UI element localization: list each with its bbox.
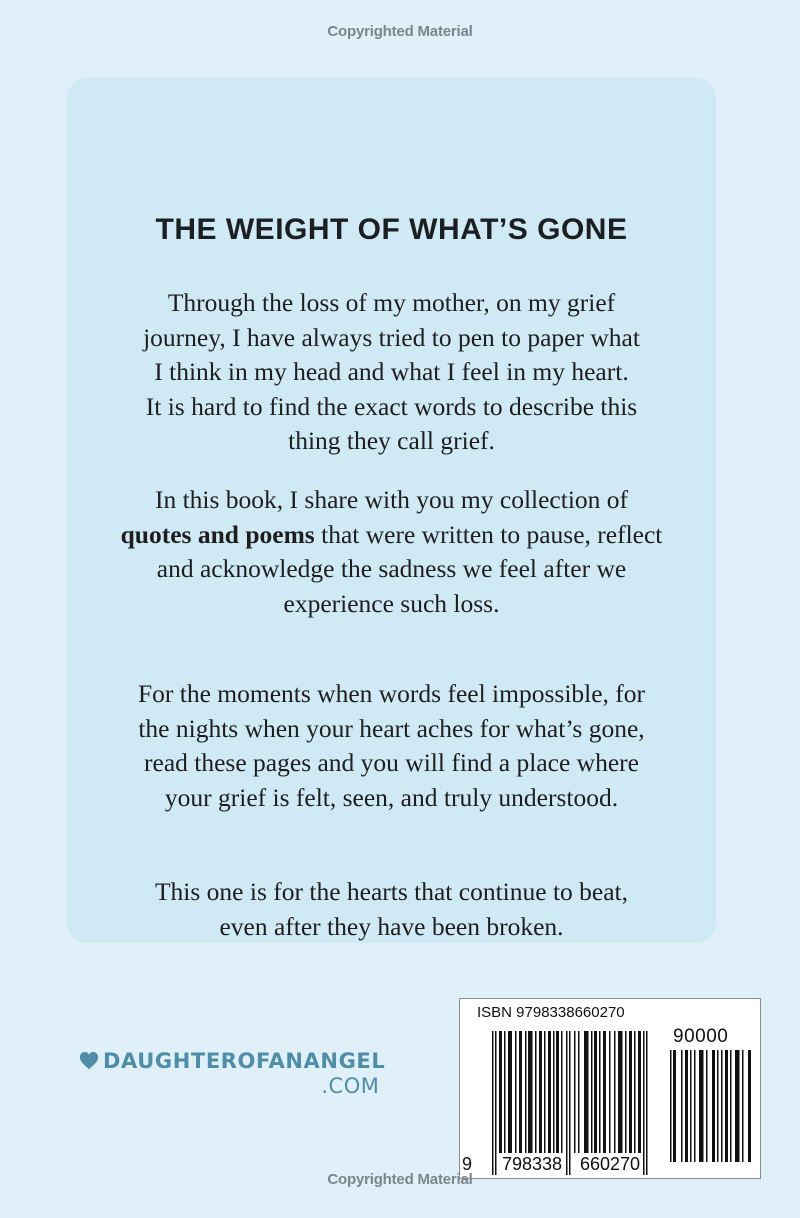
synopsis-paragraph-3 <box>67 677 716 815</box>
book-title: THE WEIGHT OF WHAT’S GONE <box>155 213 628 246</box>
text-fragment: that were written to pause, reflect <box>321 519 663 549</box>
addon-bars <box>670 1050 755 1162</box>
copyright-watermark-top: Copyrighted Material <box>327 23 473 40</box>
synopsis-paragraph-2 <box>67 483 716 621</box>
text-line: experience such loss. <box>283 588 500 618</box>
heart-icon <box>79 1051 99 1071</box>
barcode-first-digit: 9 <box>462 1154 473 1174</box>
text-line: I think in my head and what I feel in my heart. <box>154 357 629 386</box>
price-addon-label: 90000 <box>673 1026 729 1047</box>
text-line: your grief is felt, seen, and truly understood. <box>164 782 619 812</box>
text-line: read these pages and you will find a place where <box>144 748 639 777</box>
text-line: the nights when your heart aches for what’s gone, <box>138 713 645 743</box>
barcode-left-digits: 798338 <box>502 1154 563 1174</box>
text-line-with-bold <box>67 518 716 553</box>
text-line: journey, I have always tried to pen to paper what <box>143 322 640 352</box>
isbn-label: ISBN 9798338660270 <box>477 1004 625 1021</box>
brand-domain-suffix: .COM <box>321 1074 380 1098</box>
text-line: and acknowledge the sadness we feel after we <box>156 554 627 583</box>
text-line: thing they call grief. <box>288 426 495 455</box>
synopsis-card <box>67 78 716 943</box>
barcode-right-digits: 660270 <box>580 1154 641 1174</box>
copyright-watermark-bottom: Copyrighted Material <box>327 1171 473 1188</box>
text-line: This one is for the hearts that continue to beat, <box>154 877 629 906</box>
text-line: Through the loss of my mother, on my grief <box>167 288 616 317</box>
bold-phrase: quotes and poems <box>120 519 315 549</box>
synopsis-paragraph-1 <box>67 286 716 459</box>
brand-name: DAUGHTEROFANANGEL <box>103 1049 386 1073</box>
text-line: It is hard to find the exact words to describe this <box>145 391 638 421</box>
text-line: In this book, I share with you my collection of <box>154 485 629 514</box>
text-line: For the moments when words feel impossible, for <box>137 679 646 708</box>
text-line: even after they have been broken. <box>219 911 564 941</box>
synopsis-paragraph-4 <box>67 875 716 944</box>
isbn-barcode <box>459 998 761 1179</box>
publisher-website <box>79 1049 385 1099</box>
